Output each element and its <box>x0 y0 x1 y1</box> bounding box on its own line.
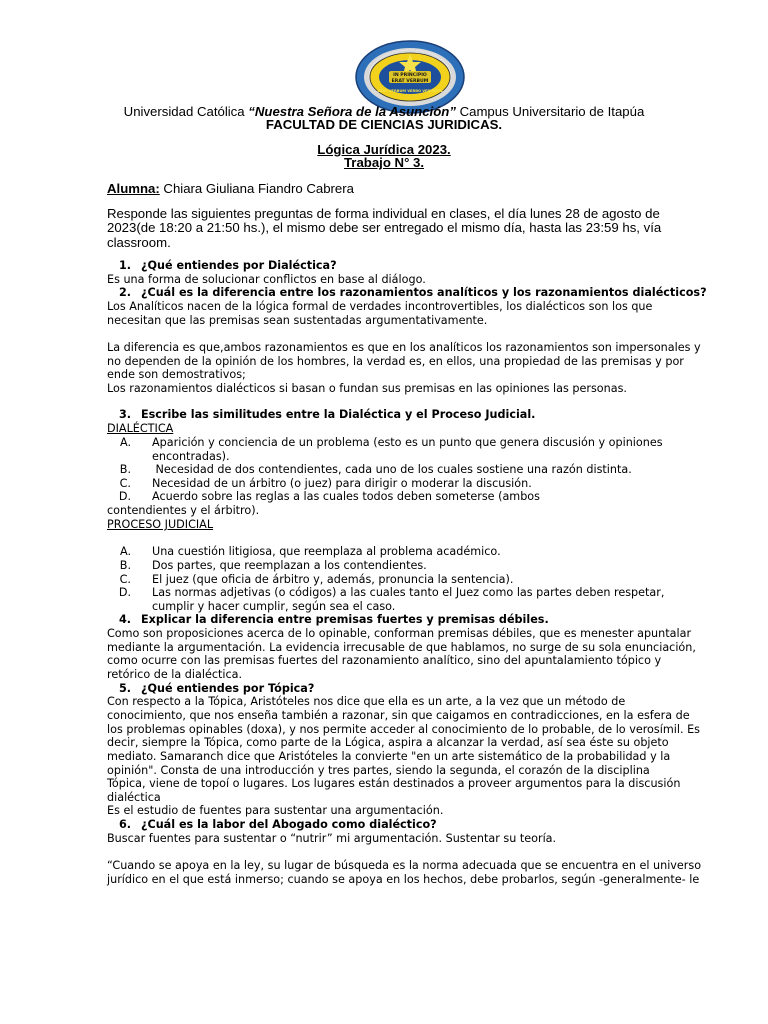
proceso-item: A. Una cuestión litigiosa, que reemplaza al problema académico. <box>119 545 501 558</box>
question-4: 4. Explicar la diferencia entre premisas fuertes y premisas débiles. <box>118 613 549 626</box>
answer-2-line: necesitan que las premisas sean sustentadas argumentativamente. <box>107 314 488 327</box>
dialectica-item: B. Necesidad de dos contendientes, cada uno de los cuales sostiene una razón distinta. <box>119 463 632 476</box>
faculty-title: FACULTAD DE CIENCIAS JURIDICAS. <box>265 117 503 132</box>
proceso-item: C. El juez (que oficia de árbitro y, además, pronuncia la sentencia). <box>119 573 514 586</box>
instructions <box>107 207 697 250</box>
svg-text:ERAT VERBUM VERBO VERITATIS: ERAT VERBUM VERBO VERITATIS <box>377 89 443 93</box>
instructions-line: classroom. <box>107 234 171 250</box>
answer-5-line: Es el estudio de fuentes para sustentar una argumentación. <box>107 804 444 817</box>
dialectica-tail: contendientes y el árbitro). <box>107 504 260 517</box>
answer-5-line: Tópica, viene de topoí o lugares. Los lugares están destinados a proveer argumentos para la discusión <box>107 777 681 790</box>
student-label: Alumna: <box>107 181 160 196</box>
question-4-text: Explicar la diferencia entre premisas fuertes y premisas débiles. <box>141 613 549 626</box>
instructions-line: 2023(de 18:20 a 21:50 hs.), el mismo debe ser entregado el mismo día, hasta las 23:59 hs, vía <box>107 220 662 236</box>
question-6: 6. ¿Cuál es la labor del Abogado como dialéctico? <box>118 818 437 831</box>
answer-2-line: La diferencia es que,ambos razonamientos es que en los analíticos los razonamientos son impersonales y <box>107 341 701 354</box>
answer-5-line: decir, siempre la Tópica, como parte de la Lógica, aspira a alcanzar la verdad, así sea éste su objeto <box>107 736 669 749</box>
university-seal-logo <box>355 40 465 114</box>
answer-2-line: no dependen de la opinión de los hombres, la verdad es, en ellos, una propiedad de las premisas y por <box>107 355 684 368</box>
dialectica-item: A. Aparición y conciencia de un problema (esto es un punto que genera discusión y opiniones encontradas). <box>119 436 663 463</box>
answer-6: Buscar fuentes para sustentar o “nutrir” mi argumentación. Sustentar su teoría. <box>107 832 557 845</box>
dialectica-item: D. Acuerdo sobre las reglas a las cuales todos deben someterse (ambos <box>118 490 540 503</box>
university-name: “Nuestra Señora de la Asunción” <box>248 104 456 119</box>
proceso-item: D. Las normas adjetivas (o códigos) a las cuales tanto el Juez como las partes deben respetar, cumplir y hacer cumplir, según sea el caso. <box>118 586 665 613</box>
university-suffix: Campus Universitario de Itapúa <box>455 104 645 119</box>
svg-text:ERAT VERBUM: ERAT VERBUM <box>391 79 429 84</box>
answer-5-line: mediato. Samaranch dice que Aristóteles la convierte "en un arte sistemático de la probabilidad y la <box>107 750 671 763</box>
work-title: Trabajo N° 3. <box>343 155 425 170</box>
quote-line: jurídico en el que está inmerso; cuando se apoya en los hechos, debe probarlos, según -generalmente- le <box>107 873 700 886</box>
answer-4-line: mediante la argumentación. La evidencia irrecusable de que hablamos, no surge de su sola enunciación, <box>107 641 696 654</box>
svg-text:IN PRINCIPIO: IN PRINCIPIO <box>393 73 427 78</box>
question-2-text: ¿Cuál es la diferencia entre los razonamientos analíticos y los razonamientos dialécticos? <box>141 286 707 299</box>
dialectica-heading: DIALÉCTICA <box>107 422 174 435</box>
university-prefix: Universidad Católica <box>123 104 249 119</box>
quote-line: “Cuando se apoya en la ley, su lugar de búsqueda es la norma adecuada que se encuentra en el universo <box>107 859 702 872</box>
course-title: Lógica Jurídica 2023. <box>317 142 451 157</box>
answer-4-line: retórico de la dialéctica. <box>107 668 243 681</box>
answer-2-line: Los Analíticos nacen de la lógica formal de verdades incontrovertibles, los dialécticos son los que <box>107 300 653 313</box>
student-name: Chiara Giuliana Fiandro Cabrera <box>159 181 354 196</box>
question-5: 5. ¿Qué entiendes por Tópica? <box>118 682 315 695</box>
question-3: 3. Escribe las similitudes entre la Dialéctica y el Proceso Judicial. <box>118 408 536 421</box>
instructions-line: Responde las siguientes preguntas de forma individual en clases, el día lunes 28 de agosto de <box>107 206 660 221</box>
answer-5-line: los problemas opinables (doxa), y nos permite acceder al conocimiento de lo probable, de lo verosímil. Es <box>107 723 700 736</box>
question-1-text: ¿Qué entiendes por Dialéctica? <box>141 259 337 272</box>
answer-5-line: opinión". Consta de una introducción y tres partes, siendo la segunda, el corazón de la disciplina <box>107 764 650 777</box>
answer-4-line: como ocurre con las premisas fuertes del razonamiento analítico, sino del apuntalamiento tópico y <box>107 654 662 667</box>
proceso-item: B. Dos partes, que reemplazan a los contendientes. <box>119 559 427 572</box>
question-1: 1. ¿Qué entiendes por Dialéctica? <box>118 259 337 272</box>
dialectica-item: C. Necesidad de un árbitro (o juez) para dirigir o moderar la discusión. <box>119 477 532 490</box>
question-2: 2. ¿Cuál es la diferencia entre los razonamientos analíticos y los razonamientos dialécticos? <box>118 286 707 299</box>
question-5-text: ¿Qué entiendes por Tópica? <box>141 682 315 695</box>
answer-1: Es una forma de solucionar conflictos en base al diálogo. <box>107 273 426 286</box>
student-line <box>107 182 354 196</box>
question-3-text: Escribe las similitudes entre la Dialéctica y el Proceso Judicial. <box>141 408 536 421</box>
question-6-text: ¿Cuál es la labor del Abogado como dialéctico? <box>141 818 437 831</box>
answer-2-line: Los razonamientos dialécticos si basan o fundan sus premisas en las opiniones las personas. <box>107 382 627 395</box>
answer-5-line: Con respecto a la Tópica, Aristóteles nos dice que ella es un arte, a la vez que un método de <box>107 695 626 708</box>
answer-5-line: conocimiento, que nos enseña también a razonar, sin que caigamos en contradicciones, en la esfera de <box>107 709 690 722</box>
answer-4-line: Como son proposiciones acerca de lo opinable, conforman premisas débiles, que es menester apuntalar <box>107 627 692 640</box>
answer-2-line: ende son demostrativos; <box>107 368 246 381</box>
answer-5-line: dialéctica <box>107 791 161 804</box>
proceso-judicial-heading: PROCESO JUDICIAL <box>107 518 214 531</box>
